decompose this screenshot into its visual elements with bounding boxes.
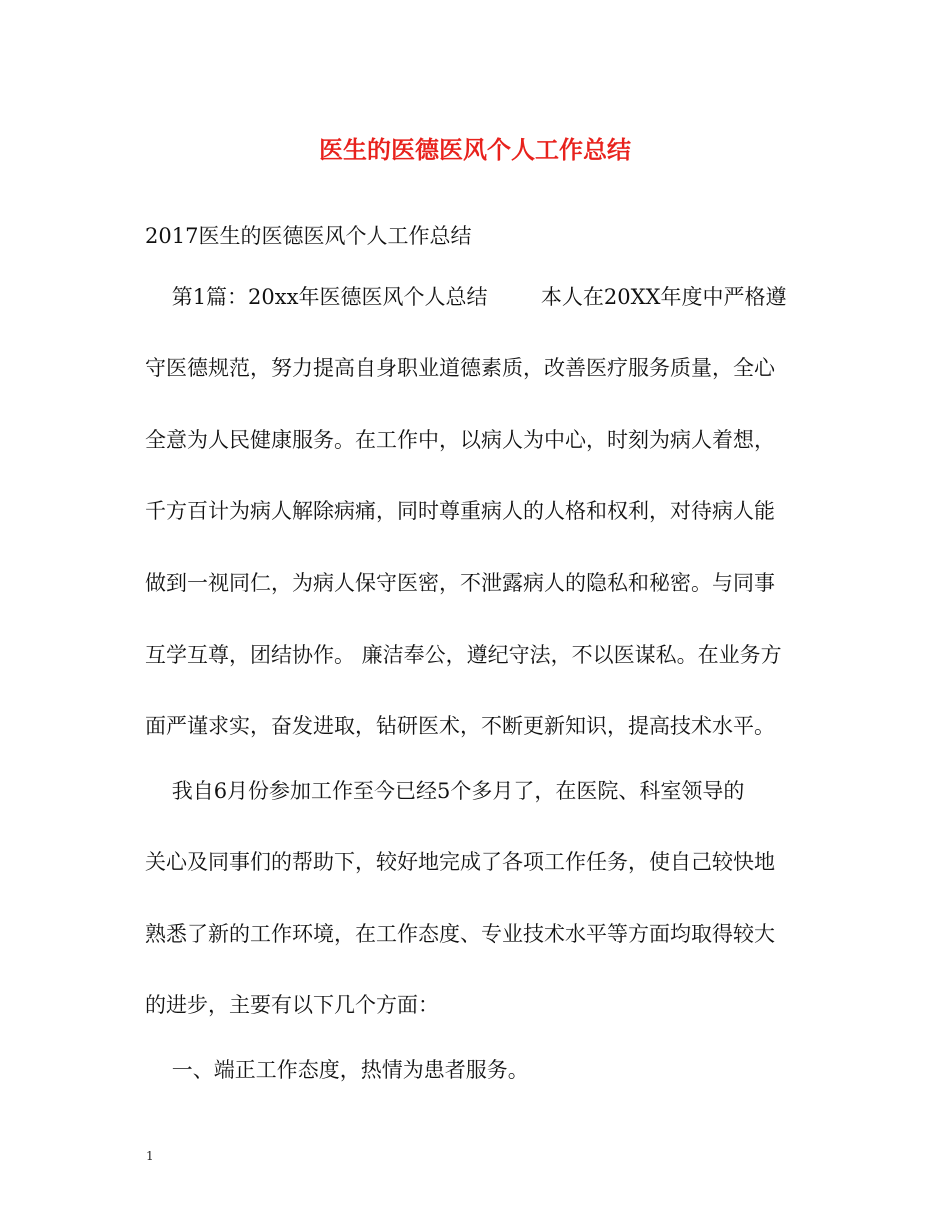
body-line: 千方百计为病人解除病痛，同时尊重病人的人格和权利，对待病人能	[145, 499, 775, 523]
body-line: 关心及同事们的帮助下，较好地完成了各项工作任务，使自己较快地	[145, 850, 775, 874]
body-line: 面严谨求实，奋发进取，钻研医术，不断更新知识，提高技术水平。	[145, 714, 775, 738]
body-line: 的进步，主要有以下几个方面：	[145, 993, 439, 1017]
body-line: 互学互尊，团结协作。 廉洁奉公，遵纪守法，不以医谋私。在业务方	[145, 643, 782, 667]
body-line: 做到一视同仁，为病人保守医密，不泄露病人的隐私和秘密。与同事	[145, 571, 775, 595]
body-line: 第1篇：20xx年医德医风个人总结 本人在20XX年度中严格遵	[145, 285, 787, 309]
page-number: 1	[146, 1149, 154, 1163]
body-line: 2017医生的医德医风个人工作总结	[145, 224, 472, 248]
body-line: 熟悉了新的工作环境，在工作态度、专业技术水平等方面均取得较大	[145, 922, 775, 946]
body-line: 全意为人民健康服务。在工作中，以病人为中心，时刻为病人着想，	[145, 428, 775, 452]
body-line: 一、端正工作态度，热情为患者服务。	[145, 1058, 529, 1082]
body-line: 守医德规范，努力提高自身职业道德素质，改善医疗服务质量，全心	[145, 356, 775, 380]
body-line: 我自6月份参加工作至今已经5个多月了，在医院、科室领导的	[145, 779, 745, 803]
document-title: 医生的医德医风个人工作总结	[319, 135, 631, 164]
